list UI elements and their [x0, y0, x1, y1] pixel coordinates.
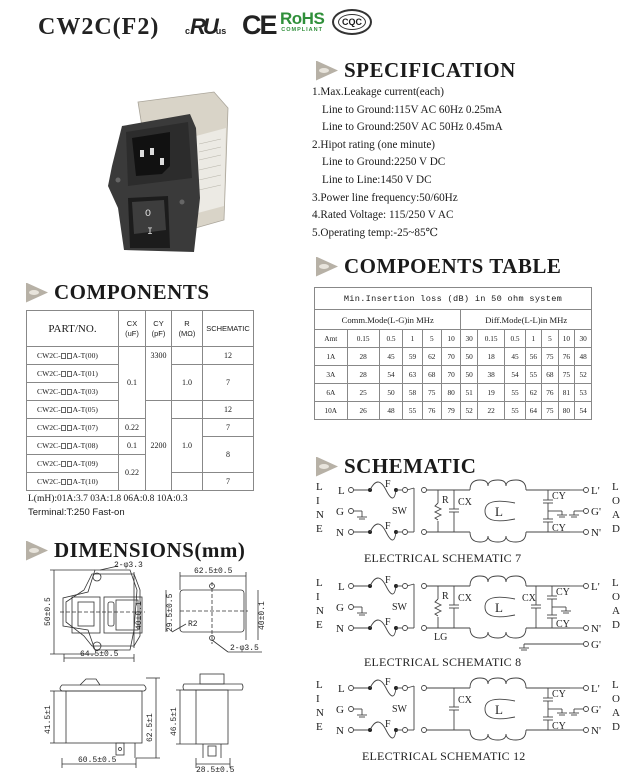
diff-mode-header: Diff.Mode(L-L)in MHz	[461, 310, 592, 330]
line-side-label: E	[316, 619, 323, 631]
terminal-note: Terminal:T:250 Fast-on	[28, 507, 125, 518]
fuse-label: F	[385, 677, 391, 688]
switch-label: SW	[392, 506, 407, 517]
loss-value: 50	[379, 384, 403, 402]
part-prefix: CW2C-	[37, 441, 61, 450]
placeholder-box-icon	[67, 407, 72, 413]
fuse-label: F	[385, 479, 391, 490]
resistor-label: R	[442, 591, 449, 602]
loss-value: 18	[477, 348, 504, 366]
part-suffix: A-T(03)	[72, 387, 98, 396]
load-side-label: O	[612, 693, 620, 705]
section-arrow-icon	[316, 257, 338, 277]
product-photo	[104, 88, 234, 258]
placeholder-box-icon	[67, 425, 72, 431]
load-side-label: A	[612, 605, 620, 617]
switch-label: SW	[392, 704, 407, 715]
part-suffix: A-T(00)	[72, 351, 98, 360]
part-number	[27, 419, 119, 437]
spec-line: Line to Ground:250V AC 50Hz 0.45mA	[322, 121, 503, 134]
fuse-label: F	[385, 719, 391, 730]
cx-label: CX	[458, 593, 472, 604]
terminal-g-label: G	[336, 602, 344, 614]
ul-prefix: c	[185, 26, 191, 36]
loss-value: 51	[461, 384, 478, 402]
col-r: R (MΩ)	[172, 311, 203, 347]
part-number	[27, 401, 119, 419]
terminal-g-prime-label: G'	[591, 704, 601, 716]
product-title: CW2C(F2)	[38, 14, 160, 40]
schematic-diagram-7	[310, 478, 630, 570]
comm-mode-header: Comm.Mode(L-G)in MHz	[315, 310, 461, 330]
part-number	[27, 437, 119, 455]
frequency-header: 0.5	[505, 330, 525, 348]
spec-line: 5.Operating temp:-25~85℃	[312, 226, 439, 239]
loss-value: 75	[422, 384, 441, 402]
spec-line: Line to Ground:2250 V DC	[322, 156, 446, 169]
line-side-label: E	[316, 721, 323, 733]
frequency-header: 10	[558, 330, 575, 348]
frequency-header: 0.5	[379, 330, 403, 348]
spec-line: 2.Hipot rating (one minute)	[312, 138, 436, 151]
load-side-label: O	[612, 495, 620, 507]
switch-on-label: I	[147, 227, 154, 238]
loss-value: 28	[347, 348, 379, 366]
section-arrow-icon	[26, 283, 48, 303]
loss-value: 22	[477, 402, 504, 420]
loss-value: 45	[379, 348, 403, 366]
mount-hole	[116, 178, 121, 183]
part-number	[27, 383, 119, 401]
dim-cutout-half-height: 29.5±0.5	[166, 593, 175, 632]
loss-value: 59	[403, 348, 422, 366]
loss-value: 79	[441, 402, 460, 420]
front-view-drawing	[50, 566, 145, 662]
part-suffix: A-T(10)	[72, 477, 98, 486]
line-side-label: L	[316, 481, 323, 493]
cy-value: 3300	[146, 347, 172, 401]
loss-value: 54	[379, 366, 403, 384]
components-heading-text: COMPONENTS	[54, 280, 210, 304]
loss-value: 50	[461, 348, 478, 366]
cx2-label: CX	[522, 593, 536, 604]
col-part-no: PART/NO.	[27, 311, 119, 347]
line-side-label: N	[316, 605, 324, 617]
dim-side-body-height: 41.5±1	[44, 705, 53, 734]
loss-value: 28	[347, 366, 379, 384]
loss-value: 55	[403, 402, 422, 420]
loss-value: 55	[505, 384, 525, 402]
fuse-label: F	[385, 575, 391, 586]
inlet-pin	[160, 158, 164, 165]
loss-value: 80	[558, 402, 575, 420]
dim-end-width: 28.5±0.5	[196, 766, 235, 772]
terminal-n-label: N	[336, 623, 344, 635]
ul-certification-icon	[185, 14, 226, 40]
schematic-value: 12	[203, 401, 254, 419]
cy-label-bottom: CY	[552, 523, 566, 534]
load-side-label: A	[612, 509, 620, 521]
terminal-l-label: L	[338, 683, 345, 695]
frequency-header: 30	[461, 330, 478, 348]
current-rating: 6A	[315, 384, 348, 402]
col-cy: CY (pF)	[146, 311, 172, 347]
line-side-label: N	[316, 509, 324, 521]
schematic-caption: ELECTRICAL SCHEMATIC 12	[362, 749, 526, 763]
components-table	[26, 310, 254, 491]
line-side-label: I	[316, 495, 320, 507]
schematic-value: 7	[203, 365, 254, 401]
loss-value: 64	[525, 402, 542, 420]
col-cx: CX (uF)	[119, 311, 146, 347]
loss-value: 63	[403, 366, 422, 384]
loss-value: 76	[558, 348, 575, 366]
cx-label: CX	[458, 695, 472, 706]
cx-value: 0.22	[119, 455, 146, 491]
frequency-header: 1	[525, 330, 542, 348]
placeholder-box-icon	[67, 353, 72, 359]
part-suffix: A-T(01)	[72, 369, 98, 378]
loss-value: 50	[461, 366, 478, 384]
r-value-empty	[172, 401, 203, 419]
spec-line: 1.Max.Leakage current(each)	[312, 86, 444, 98]
placeholder-box-icon	[67, 479, 72, 485]
components-table-heading-text: COMPOENTS TABLE	[344, 254, 562, 278]
line-side-label: L	[316, 679, 323, 691]
loss-value: 45	[505, 348, 525, 366]
part-prefix: CW2C-	[37, 459, 61, 468]
inlet-pin	[140, 150, 144, 157]
dim-front-width: 64.5±0.5	[80, 650, 119, 659]
placeholder-box-icon	[61, 443, 66, 449]
loss-value: 75	[542, 402, 559, 420]
table-row	[27, 437, 254, 455]
terminal-n-prime-label: N'	[591, 623, 601, 635]
cx-label: CX	[458, 497, 472, 508]
terminal-l-prime-label: L'	[591, 581, 600, 593]
frequency-header: 0.15	[347, 330, 379, 348]
frequency-header-row	[315, 330, 592, 348]
frequency-header: 5	[542, 330, 559, 348]
loss-value: 48	[575, 348, 592, 366]
cy-label-bottom: CY	[552, 721, 566, 732]
placeholder-box-icon	[61, 371, 66, 377]
insertion-loss-title: Min.Insertion loss (dB) in 50 ohm system	[315, 288, 592, 310]
terminal-l-label: L	[338, 485, 345, 497]
placeholder-box-icon	[61, 479, 66, 485]
terminal-n-label: N	[336, 725, 344, 737]
ce-mark-icon: CE	[242, 10, 276, 40]
spec-line: Line to Line:1450 V DC	[322, 173, 432, 186]
loss-value: 68	[422, 366, 441, 384]
loss-value: 54	[575, 402, 592, 420]
placeholder-box-icon	[61, 407, 66, 413]
panel-cutout-drawing	[166, 572, 262, 652]
cy-label-top: CY	[556, 587, 570, 598]
dim-cutout-height: 40±0.1	[258, 601, 267, 630]
loss-value: 75	[542, 348, 559, 366]
ul-suffix: us	[215, 26, 227, 36]
loss-value: 62	[525, 384, 542, 402]
schematic-value: 7	[203, 419, 254, 437]
placeholder-box-icon	[67, 443, 72, 449]
r-value-empty	[172, 347, 203, 365]
resistor-label: R	[442, 495, 449, 506]
table-row	[315, 384, 592, 402]
dimensions-heading-text: DIMENSIONS(mm)	[54, 538, 246, 562]
end-view-drawing	[176, 674, 243, 768]
components-heading	[26, 280, 210, 305]
cx-value: 0.1	[119, 347, 146, 419]
loss-value: 38	[477, 366, 504, 384]
cy-value: 2200	[146, 401, 172, 491]
load-side-label: D	[612, 523, 620, 535]
part-suffix: A-T(08)	[72, 441, 98, 450]
terminal-n-prime-label: N'	[591, 527, 601, 539]
component-notes	[28, 493, 188, 519]
components-table-heading	[316, 254, 561, 279]
fuse-label: F	[385, 617, 391, 628]
load-side-label: A	[612, 707, 620, 719]
terminal-l-prime-label: L'	[591, 485, 600, 497]
loss-value: 56	[525, 348, 542, 366]
part-prefix: CW2C-	[37, 351, 61, 360]
section-arrow-icon	[316, 61, 338, 81]
schematic-caption: ELECTRICAL SCHEMATIC 7	[364, 551, 522, 565]
placeholder-box-icon	[61, 425, 66, 431]
placeholder-box-icon	[67, 371, 72, 377]
part-prefix: CW2C-	[37, 387, 61, 396]
dimension-drawings	[0, 560, 300, 772]
schematic-value: 7	[203, 473, 254, 491]
spec-line: 4.Rated Voltage: 115/250 V AC	[312, 209, 454, 222]
line-side-label: L	[316, 577, 323, 589]
col-schematic: SCHEMATIC	[203, 311, 254, 347]
load-side-label: D	[612, 619, 620, 631]
part-prefix: CW2C-	[37, 405, 61, 414]
loss-value: 26	[347, 402, 379, 420]
current-rating: 10A	[315, 402, 348, 420]
loss-value: 25	[347, 384, 379, 402]
placeholder-box-icon	[67, 389, 72, 395]
loss-value: 55	[505, 402, 525, 420]
cy-label-bottom: CY	[556, 619, 570, 630]
schematic-diagram-12	[310, 676, 630, 768]
dim-front-hole: 2-φ3.3	[114, 561, 143, 570]
schematic-heading	[316, 454, 476, 479]
loss-value: 81	[558, 384, 575, 402]
cqc-certification-icon	[332, 9, 372, 35]
frequency-header: 0.15	[477, 330, 504, 348]
loss-value: 52	[461, 402, 478, 420]
current-rating: 3A	[315, 366, 348, 384]
table-row	[315, 402, 592, 420]
terminal-g-prime-label: G'	[591, 639, 601, 651]
dim-cutout-hole: 2-φ3.5	[230, 644, 259, 653]
schematic-diagram-8	[310, 574, 630, 674]
dim-cutout-radius: R2	[188, 620, 198, 629]
cx-value: 0.22	[119, 419, 146, 437]
line-side-label: N	[316, 707, 324, 719]
spec-line: Line to Ground:115V AC 60Hz 0.25mA	[322, 103, 503, 116]
loss-value: 70	[441, 348, 460, 366]
loss-value: 48	[379, 402, 403, 420]
insertion-loss-table	[314, 287, 592, 420]
dim-cutout-width: 62.5±0.5	[194, 567, 233, 576]
loss-value: 68	[542, 366, 559, 384]
dim-front-height: 50±0.5	[44, 597, 53, 626]
current-rating: 1A	[315, 348, 348, 366]
loss-value: 70	[441, 366, 460, 384]
part-number	[27, 365, 119, 383]
terminal-l-label: L	[338, 581, 345, 593]
table-row	[315, 366, 592, 384]
terminal-g-prime-label: G'	[591, 506, 601, 518]
ul-logo: RU	[190, 14, 216, 39]
line-side-label: I	[316, 693, 320, 705]
load-side-label: L	[612, 679, 619, 691]
loss-value: 62	[422, 348, 441, 366]
r-value: 1.0	[172, 365, 203, 401]
specification-heading	[316, 58, 516, 83]
schematic-value: 12	[203, 347, 254, 365]
section-arrow-icon	[26, 541, 48, 561]
fuse-label: F	[385, 521, 391, 532]
loss-value: 80	[441, 384, 460, 402]
part-number	[27, 347, 119, 365]
table-row	[27, 419, 254, 437]
rohs-label: RoHS	[280, 9, 325, 28]
part-prefix: CW2C-	[37, 369, 61, 378]
part-suffix: A-T(05)	[72, 405, 98, 414]
specification-list	[312, 84, 503, 242]
loss-value: 76	[542, 384, 559, 402]
dim-front-inner-height: 40±0.1	[135, 601, 144, 630]
frequency-header: 5	[422, 330, 441, 348]
loss-value: 54	[505, 366, 525, 384]
part-prefix: CW2C-	[37, 423, 61, 432]
dim-end-height: 46.5±1	[170, 707, 179, 736]
frequency-header: 10	[441, 330, 460, 348]
part-suffix: A-T(07)	[72, 423, 98, 432]
part-prefix: CW2C-	[37, 477, 61, 486]
part-number	[27, 455, 119, 473]
line-side-label: I	[316, 591, 320, 603]
loss-value: 52	[575, 366, 592, 384]
table-row	[315, 348, 592, 366]
cqc-label: CQC	[338, 14, 366, 30]
inductor-label: L	[495, 504, 503, 519]
loss-value: 75	[558, 366, 575, 384]
table-row	[27, 347, 254, 365]
placeholder-box-icon	[61, 389, 66, 395]
terminal-g-label: G	[336, 704, 344, 716]
inductance-note: L(mH):01A:3.7 03A:1.8 06A:0.8 10A:0.3	[28, 494, 188, 504]
inlet-pin	[150, 148, 154, 155]
schematic-value: 8	[203, 437, 254, 473]
switch-label: SW	[392, 602, 407, 613]
placeholder-box-icon	[61, 353, 66, 359]
placeholder-box-icon	[67, 461, 72, 467]
spec-line: 3.Power line frequency:50/60Hz	[312, 191, 458, 204]
part-suffix: A-T(09)	[72, 459, 98, 468]
terminal-n-label: N	[336, 527, 344, 539]
loss-value: 76	[422, 402, 441, 420]
cx-value: 0.1	[119, 437, 146, 455]
inductor-label: L	[495, 600, 503, 615]
schematic-heading-text: SCHEMATIC	[344, 454, 477, 478]
loss-value: 19	[477, 384, 504, 402]
lg-label: LG	[434, 632, 448, 643]
frequency-header: 30	[575, 330, 592, 348]
line-side-label: E	[316, 523, 323, 535]
terminal-g-label: G	[336, 506, 344, 518]
switch-off-label: O	[145, 209, 152, 220]
load-side-label: L	[612, 481, 619, 493]
section-arrow-icon	[316, 457, 338, 477]
dim-side-width: 60.5±0.5	[78, 756, 117, 765]
rohs-sublabel: COMPLIANT	[281, 27, 323, 33]
terminal-n-prime-label: N'	[591, 725, 601, 737]
load-side-label: D	[612, 721, 620, 733]
rohs-compliant-icon	[280, 10, 324, 33]
specification-heading-text: SPECIFICATION	[344, 58, 516, 82]
frequency-header: 1	[403, 330, 422, 348]
cy-label-top: CY	[552, 491, 566, 502]
load-side-label: L	[612, 577, 619, 589]
placeholder-box-icon	[61, 461, 66, 467]
frequency-header: Amt	[315, 330, 348, 348]
mount-hole	[180, 200, 185, 205]
loss-value: 55	[525, 366, 542, 384]
terminal-l-prime-label: L'	[591, 683, 600, 695]
dim-side-total-height: 62.5±1	[146, 713, 155, 742]
r-value: 1.0	[172, 419, 203, 473]
cy-label-top: CY	[552, 689, 566, 700]
loss-value: 53	[575, 384, 592, 402]
schematic-caption: ELECTRICAL SCHEMATIC 8	[364, 655, 522, 669]
loss-value: 58	[403, 384, 422, 402]
inductor-label: L	[495, 702, 503, 717]
load-side-label: O	[612, 591, 620, 603]
side-view-drawing	[50, 678, 160, 768]
r-value-empty	[172, 473, 203, 491]
part-number	[27, 473, 119, 491]
